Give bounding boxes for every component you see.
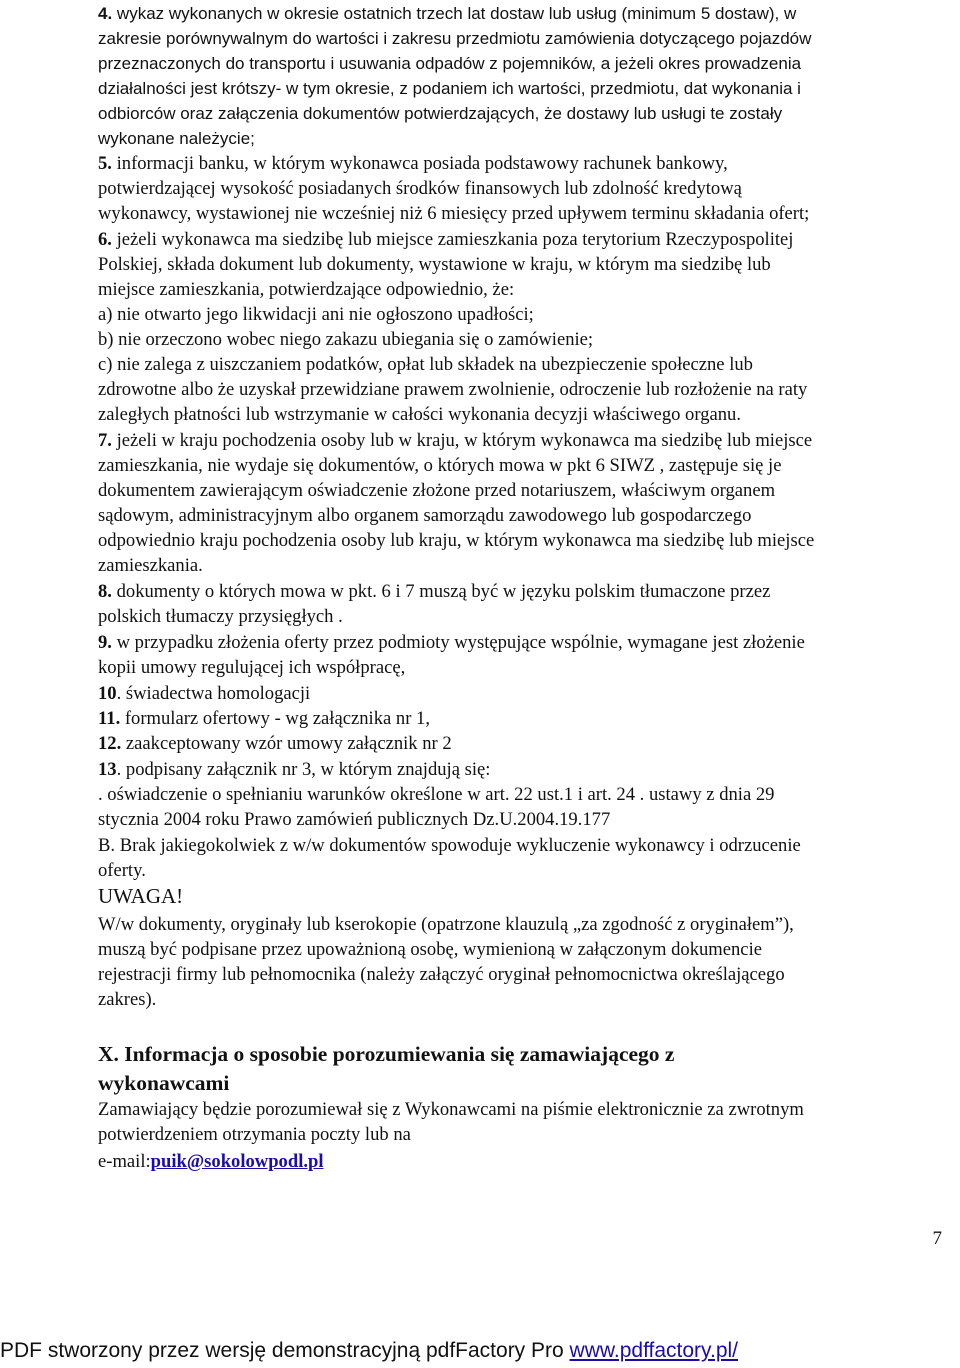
item-12-number: 12. (98, 733, 122, 754)
item-4-line-2: zakresie porównywalnym do wartości i zakresu przedmiotu zamówienia dotyczącego pojazdów (98, 29, 812, 48)
item-7-number: 7. (98, 430, 112, 451)
item-9-number: 9. (98, 632, 112, 653)
footer-link[interactable]: www.pdffactory.pl/ (569, 1339, 739, 1362)
item-6-line-1: 6. jeżeli wykonawca ma siedzibę lub miejsce zamieszkania poza terytorium Rzeczypospolitej (98, 229, 794, 250)
declaration-line-2: stycznia 2004 roku Prawo zamówień publicznych Dz.U.2004.19.177 (98, 809, 611, 830)
section-x-heading-line-1: X. Informacja o sposobie porozumiewania się zamawiającego z (98, 1042, 675, 1066)
email-line (98, 1149, 324, 1174)
email-label: e-mail: (98, 1151, 151, 1172)
section-x-heading-line-2: wykonawcami (98, 1071, 230, 1095)
item-13-number: 13 (98, 759, 117, 780)
item-7-line-1: 7. jeżeli w kraju pochodzenia osoby lub w kraju, w którym wykonawca ma siedzibę lub miejsce (98, 430, 813, 451)
uwaga-line-3: rejestracji firmy lub pełnomocnika (należy załączyć oryginał pełnomocnictwa określającego (98, 964, 785, 985)
item-4-line-1: 4. wykaz wykonanych w okresie ostatnich trzech lat dostaw lub usług (minimum 5 dostaw), w (98, 4, 797, 23)
item-7-line-2: zamieszkania, nie wydaje się dokumentów, o których mowa w pkt 6 SIWZ , zastępuje się je (98, 455, 782, 476)
uwaga-line-2: muszą być podpisane przez upoważnioną osobę, wymienioną w załączonym dokumencie (98, 939, 762, 960)
section-x-line-1: Zamawiający będzie porozumiewał się z Wykonawcami na piśmie elektronicznie za zwrotnym (98, 1099, 804, 1120)
item-6-line-c2: zdrowotne albo że uzyskał przewidziane prawem zwolnienie, odroczenie lub rozłożenie na raty (98, 379, 808, 400)
item-5-number: 5. (98, 153, 112, 174)
item-13: 13. podpisany załącznik nr 3, w którym znajdują się: (98, 759, 491, 780)
footer-text: PDF stworzony przez wersję demonstracyjną pdfFactory Pro (0, 1339, 570, 1362)
item-8-line-2: polskich tłumaczy przysięgłych . (98, 606, 343, 627)
item-6-line-2: Polskiej, składa dokument lub dokumenty, wystawione w kraju, w którym ma siedzibę lub (98, 254, 771, 275)
declaration-line-1: . oświadczenie o spełnianiu warunków określone w art. 22 ust.1 i art. 24 . ustawy z dnia 29 (98, 784, 775, 805)
item-5-line-3: wykonawcy, wystawionej nie wcześniej niż 6 miesięcy przed upływem terminu składania ofert; (98, 203, 810, 224)
page-number: 7 (932, 1228, 942, 1249)
section-x-line-2: potwierdzeniem otrzymania poczty lub na (98, 1124, 411, 1145)
uwaga-title: UWAGA! (98, 884, 184, 908)
item-6-line-c3: zaległych płatności lub wstrzymanie w całości wykonania decyzji właściwego organu. (98, 404, 742, 425)
item-6-line-a: a) nie otwarto jego likwidacji ani nie ogłoszono upadłości; (98, 304, 534, 325)
item-10: 10. świadectwa homologacji (98, 683, 311, 704)
item-9-line-1: 9. w przypadku złożenia oferty przez podmioty występujące wspólnie, wymagane jest złożenie (98, 632, 805, 653)
item-4-line-3: przeznaczonych do transportu i usuwania odpadów z pojemników, a jeżeli okres prowadzenia (98, 54, 802, 73)
item-12: 12. zaakceptowany wzór umowy załącznik nr 2 (98, 733, 452, 754)
item-11-number: 11. (98, 708, 121, 729)
item-4-number: 4. (98, 4, 113, 23)
email-link[interactable]: puik@sokolowpodl.pl (150, 1151, 324, 1172)
uwaga-line-4: zakres). (98, 989, 157, 1010)
item-11: 11. formularz ofertowy - wg załącznika nr 1, (98, 708, 430, 729)
item-10-number: 10 (98, 683, 117, 704)
item-5-line-2: potwierdzającej wysokość posiadanych środków finansowych lub zdolność kredytową (98, 178, 742, 199)
uwaga-line-1: W/w dokumenty, oryginały lub kserokopie (opatrzone klauzulą „za zgodność z oryginałem”), (98, 914, 794, 935)
item-b-line-1: B. Brak jakiegokolwiek z w/w dokumentów spowoduje wykluczenie wykonawcy i odrzucenie (98, 835, 801, 856)
pdf-footer (0, 1339, 738, 1363)
item-7-line-5: odpowiednio kraju pochodzenia osoby lub kraju, w którym wykonawca ma siedzibę lub miejsce (98, 530, 815, 551)
item-b-line-2: oferty. (98, 860, 146, 881)
item-4-line-6: wykonane należycie; (98, 129, 255, 148)
item-7-line-4: sądowym, administracyjnym albo organem samorządu zawodowego lub gospodarczego (98, 505, 752, 526)
item-4-line-5: odbiorców oraz załączenia dokumentów potwierdzających, że dostawy lub usługi te zostały (98, 104, 783, 123)
item-8-number: 8. (98, 581, 112, 602)
item-7-line-3: dokumentem zawierającym oświadczenie złożone przed notariuszem, właściwym organem (98, 480, 776, 501)
item-6-line-c: c) nie zalega z uiszczaniem podatków, opłat lub składek na ubezpieczenie społeczne lub (98, 354, 753, 375)
item-5-line-1: 5. informacji banku, w którym wykonawca posiada podstawowy rachunek bankowy, (98, 153, 728, 174)
item-9-line-2: kopii umowy regulującej ich współpracę, (98, 657, 406, 678)
item-6-line-3: miejsce zamieszkania, potwierdzające odpowiednio, że: (98, 279, 515, 300)
item-7-line-6: zamieszkania. (98, 555, 203, 576)
item-6-number: 6. (98, 229, 112, 250)
item-6-line-b: b) nie orzeczono wobec niego zakazu ubiegania się o zamówienie; (98, 329, 594, 350)
item-8-line-1: 8. dokumenty o których mowa w pkt. 6 i 7 muszą być w języku polskim tłumaczone przez (98, 581, 771, 602)
item-4-line-4: działalności jest krótszy- w tym okresie, z podaniem ich wartości, przedmiotu, dat wykonania i (98, 79, 801, 98)
